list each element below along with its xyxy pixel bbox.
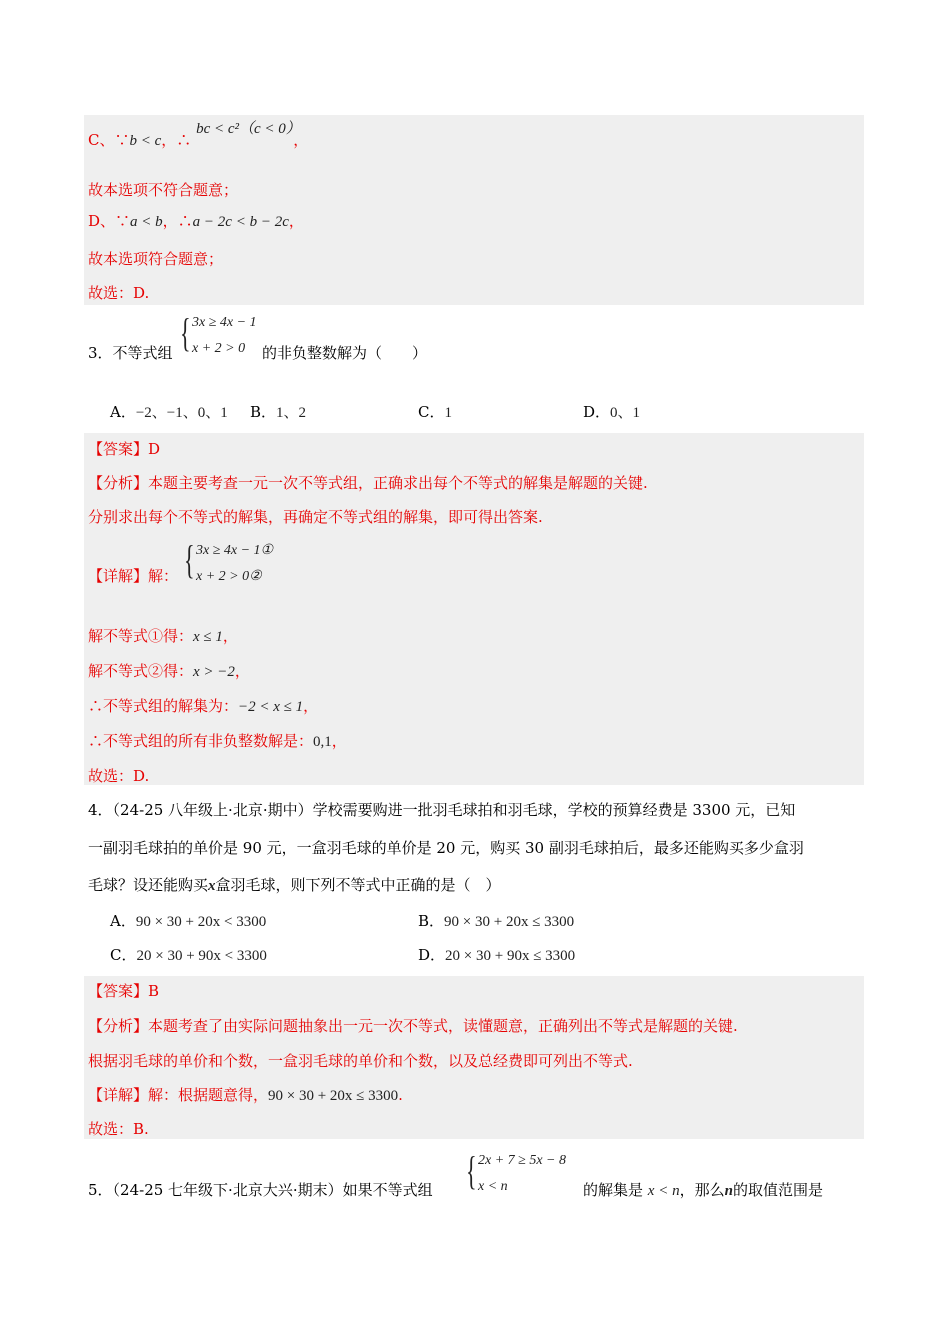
q3-option-c: C．1 (418, 403, 452, 421)
q3-option-d: D．0、1 (583, 403, 641, 421)
q3-conclusion: 故选：D. (88, 767, 150, 785)
q3-analysis-1: 【分析】本题主要考查一元一次不等式组，正确求出每个不等式的解集是解题的关键. (88, 474, 648, 492)
q3-analysis-2: 分别求出每个不等式的解集，再确定不等式组的解集，即可得出答案. (88, 508, 543, 526)
q3-answer: 【答案】D (88, 440, 161, 458)
q4-line-1: 4．（24-25 八年级上·北京·期中）学校需要购进一批羽毛球拍和羽毛球，学校的预算经费是 3300 元，已知 (88, 801, 796, 819)
option-c-line: C、∵b < c，∴ bc < c²（c < 0）， (88, 121, 309, 149)
q5-prefix: 5．（24-25 七年级下·北京大兴·期末）如果不等式组 (88, 1181, 433, 1199)
q3-step-4: ∴不等式组的所有非负整数解是：0,1， (88, 732, 347, 750)
q5-system: { 2x + 7 ≥ 5x − 8 x < n (466, 1148, 567, 1194)
brace-icon: { (466, 1148, 477, 1193)
q4-option-a: A．90 × 30 + 20x < 3300 (110, 912, 267, 930)
q4-answer: 【答案】B (88, 982, 160, 1000)
q3-question-tail: 的非负整数解为（ ） (262, 344, 428, 362)
q4-line-3: 毛球？设还能购买x盒羽毛球，则下列不等式中正确的是（ ） (88, 876, 501, 894)
q4-conclusion: 故选：B. (88, 1120, 149, 1138)
option-d-note: 故本选项符合题意； (88, 250, 224, 268)
q3-option-b: B．1、2 (250, 403, 307, 421)
brace-icon: { (180, 310, 191, 355)
prev-conclusion: 故选：D. (88, 284, 150, 302)
q5-tail: 的解集是 x < n，那么n的取值范围是 (583, 1181, 823, 1199)
option-c-note: 故本选项不符合题意； (88, 181, 239, 199)
q3-number: 3．不等式组 (88, 344, 173, 362)
q4-detail: 【详解】解：根据题意得，90 × 30 + 20x ≤ 3300. (88, 1086, 403, 1104)
q3-detail-system: { 3x ≥ 4x − 1① x + 2 > 0② (184, 537, 274, 584)
q4-option-b: B．90 × 30 + 20x ≤ 3300 (418, 912, 575, 930)
brace-icon: { (184, 537, 195, 582)
q4-option-c: C．20 × 30 + 90x < 3300 (110, 946, 267, 964)
q3-step-3: ∴不等式组的解集为：−2 < x ≤ 1， (88, 697, 319, 715)
q3-option-a: A．−2、−1、0、1 (110, 403, 228, 421)
q4-line-2: 一副羽毛球拍的单价是 90 元，一盒羽毛球的单价是 20 元，购买 30 副羽毛球拍后，最多还能购买多少盒羽 (88, 839, 804, 857)
q3-step-1: 解不等式①得：x ≤ 1， (88, 627, 238, 645)
q3-system: { 3x ≥ 4x − 1 x + 2 > 0 (180, 310, 257, 356)
q4-analysis-1: 【分析】本题考查了由实际问题抽象出一元一次不等式，读懂题意，正确列出不等式是解题的关键. (88, 1017, 738, 1035)
q4-option-d: D．20 × 30 + 90x ≤ 3300 (418, 946, 576, 964)
q3-detail-label: 【详解】解： (88, 567, 179, 585)
q3-step-2: 解不等式②得：x > −2， (88, 662, 250, 680)
option-d-line: D、∵a < b，∴a − 2c < b − 2c， (88, 212, 304, 230)
q4-analysis-2: 根据羽毛球的单价和个数，一盒羽毛球的单价和个数，以及总经费即可列出不等式. (88, 1052, 633, 1070)
